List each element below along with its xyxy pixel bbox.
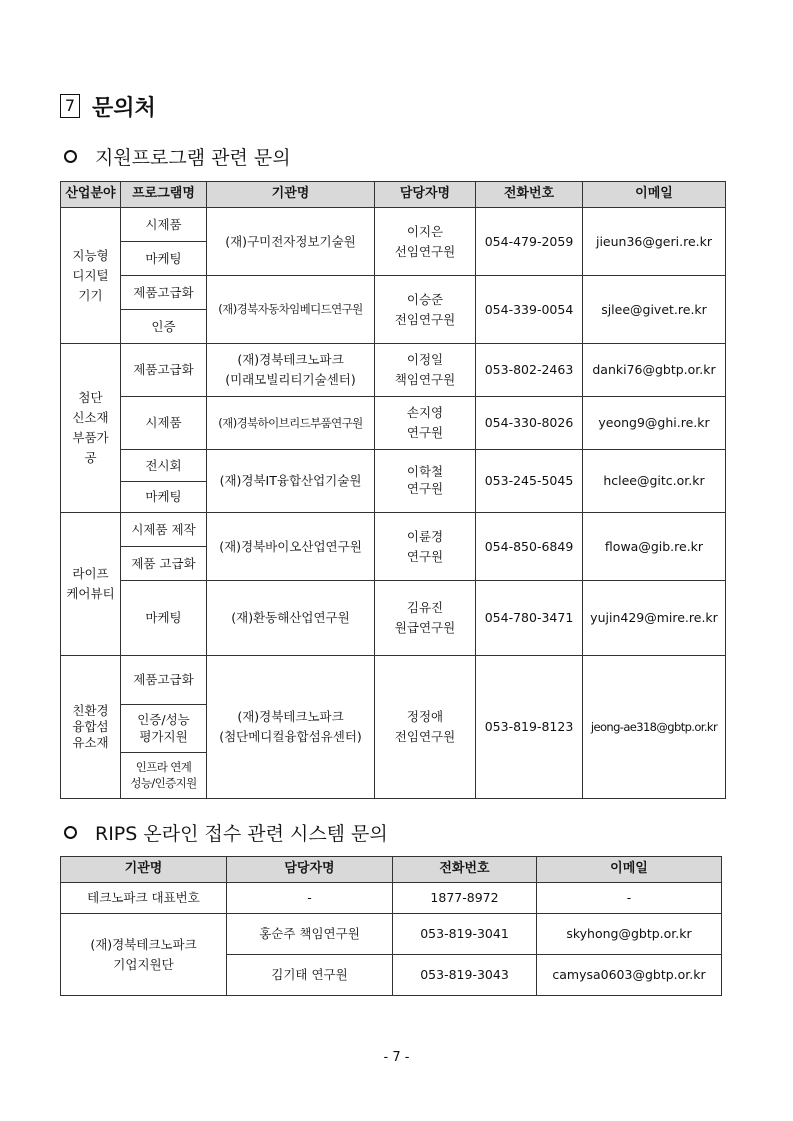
table-row xyxy=(61,208,726,242)
email-cell: - xyxy=(537,883,722,914)
program-cell: 제품 고급화 xyxy=(121,547,207,581)
program-cell: 인증 xyxy=(121,310,207,344)
org-cell: (재)경북하이브리드부품연구원 xyxy=(207,397,375,450)
contact-cell: 김유진 원급연구원 xyxy=(375,581,476,656)
phone-cell: 1877-8972 xyxy=(393,883,537,914)
table-header-row xyxy=(61,857,722,883)
program-contact-table xyxy=(60,181,726,799)
contact-cell: 정정애 전임연구원 xyxy=(375,656,476,799)
program-cell: 마케팅 xyxy=(121,242,207,276)
org-cell: (재)구미전자정보기술원 xyxy=(207,208,375,276)
subheading-text: 지원프로그램 관련 문의 xyxy=(95,147,291,169)
contact-cell: 홍순주 책임연구원 xyxy=(227,914,393,955)
header-cell: 전화번호 xyxy=(476,182,583,208)
header-cell: 기관명 xyxy=(207,182,375,208)
email-cell: yeong9@ghi.re.kr xyxy=(583,397,726,450)
industry-field-cell: 친환경 융합섬 유소재 xyxy=(61,656,121,799)
contact-cell: 이승준 전임연구원 xyxy=(375,276,476,344)
phone-cell: 053-819-3041 xyxy=(393,914,537,955)
org-cell: (재)경북IT융합산업기술원 xyxy=(207,450,375,513)
org-cell: (재)환동해산업연구원 xyxy=(207,581,375,656)
contact-cell: 김기태 연구원 xyxy=(227,955,393,996)
table-header-row xyxy=(61,182,726,208)
header-cell: 전화번호 xyxy=(393,857,537,883)
program-cell: 마케팅 xyxy=(121,482,207,513)
program-cell: 시제품 xyxy=(121,397,207,450)
header-cell: 기관명 xyxy=(61,857,227,883)
org-cell: (재)경북테크노파크 (첨단메디컬융합섬유센터) xyxy=(207,656,375,799)
phone-cell: 054-330-8026 xyxy=(476,397,583,450)
circle-bullet-icon xyxy=(64,150,77,163)
contact-cell: 이학철 연구원 xyxy=(375,450,476,513)
table-row xyxy=(61,656,726,705)
header-cell: 산업분야 xyxy=(61,182,121,208)
circle-bullet-icon xyxy=(64,826,77,839)
org-cell: (재)경북바이오산업연구원 xyxy=(207,513,375,581)
section-number: 7 xyxy=(60,94,80,118)
email-cell: sjlee@givet.re.kr xyxy=(583,276,726,344)
subheading-text: RIPS 온라인 접수 관련 시스템 문의 xyxy=(95,823,388,845)
email-cell: jeong-ae318@gbtp.or.kr xyxy=(583,656,726,799)
table-row xyxy=(61,883,722,914)
email-cell: skyhong@gbtp.or.kr xyxy=(537,914,722,955)
contact-cell: 이정일 책임연구원 xyxy=(375,344,476,397)
program-cell: 인증/성능 평가지원 xyxy=(121,705,207,753)
table-row xyxy=(61,397,726,450)
email-cell: jieun36@geri.re.kr xyxy=(583,208,726,276)
phone-cell: 053-819-8123 xyxy=(476,656,583,799)
program-cell: 인프라 연계 성능/인증지원 xyxy=(121,753,207,799)
table-row xyxy=(61,450,726,482)
program-cell: 시제품 xyxy=(121,208,207,242)
email-cell: yujin429@mire.re.kr xyxy=(583,581,726,656)
contact-cell: 이륜경 연구원 xyxy=(375,513,476,581)
program-cell: 제품고급화 xyxy=(121,344,207,397)
contact-cell: - xyxy=(227,883,393,914)
phone-cell: 054-479-2059 xyxy=(476,208,583,276)
section-heading xyxy=(60,92,156,120)
email-cell: flowa@gib.re.kr xyxy=(583,513,726,581)
contact-cell: 이지은 선임연구원 xyxy=(375,208,476,276)
program-cell: 전시회 xyxy=(121,450,207,482)
subheading-rips xyxy=(60,819,388,846)
program-cell: 제품고급화 xyxy=(121,656,207,705)
industry-field-cell: 첨단 신소재 부품가 공 xyxy=(61,344,121,513)
page-number: - 7 - xyxy=(383,1050,410,1065)
table-row xyxy=(61,513,726,547)
table-row xyxy=(61,276,726,310)
program-cell: 마케팅 xyxy=(121,581,207,656)
phone-cell: 053-802-2463 xyxy=(476,344,583,397)
email-cell: hclee@gitc.or.kr xyxy=(583,450,726,513)
email-cell: danki76@gbtp.or.kr xyxy=(583,344,726,397)
header-cell: 프로그램명 xyxy=(121,182,207,208)
program-cell: 시제품 제작 xyxy=(121,513,207,547)
org-cell: (재)경북테크노파크 기업지원단 xyxy=(61,914,227,996)
header-cell: 담당자명 xyxy=(375,182,476,208)
org-cell: (재)경북테크노파크 (미래모빌리티기술센터) xyxy=(207,344,375,397)
section-title: 문의처 xyxy=(92,95,156,121)
header-cell: 담당자명 xyxy=(227,857,393,883)
contact-cell: 손지영 연구원 xyxy=(375,397,476,450)
rips-contact-table xyxy=(60,856,722,996)
header-cell: 이메일 xyxy=(537,857,722,883)
phone-cell: 054-339-0054 xyxy=(476,276,583,344)
phone-cell: 054-780-3471 xyxy=(476,581,583,656)
industry-field-cell: 지능형 디지털 기기 xyxy=(61,208,121,344)
subheading-program xyxy=(60,143,291,170)
table-row xyxy=(61,581,726,656)
header-cell: 이메일 xyxy=(583,182,726,208)
phone-cell: 054-850-6849 xyxy=(476,513,583,581)
org-cell: (재)경북자동차임베디드연구원 xyxy=(207,276,375,344)
program-cell: 제품고급화 xyxy=(121,276,207,310)
org-cell: 테크노파크 대표번호 xyxy=(61,883,227,914)
email-cell: camysa0603@gbtp.or.kr xyxy=(537,955,722,996)
phone-cell: 053-245-5045 xyxy=(476,450,583,513)
industry-field-cell: 라이프 케어뷰티 xyxy=(61,513,121,656)
table-row xyxy=(61,914,722,955)
table-row xyxy=(61,344,726,397)
phone-cell: 053-819-3043 xyxy=(393,955,537,996)
